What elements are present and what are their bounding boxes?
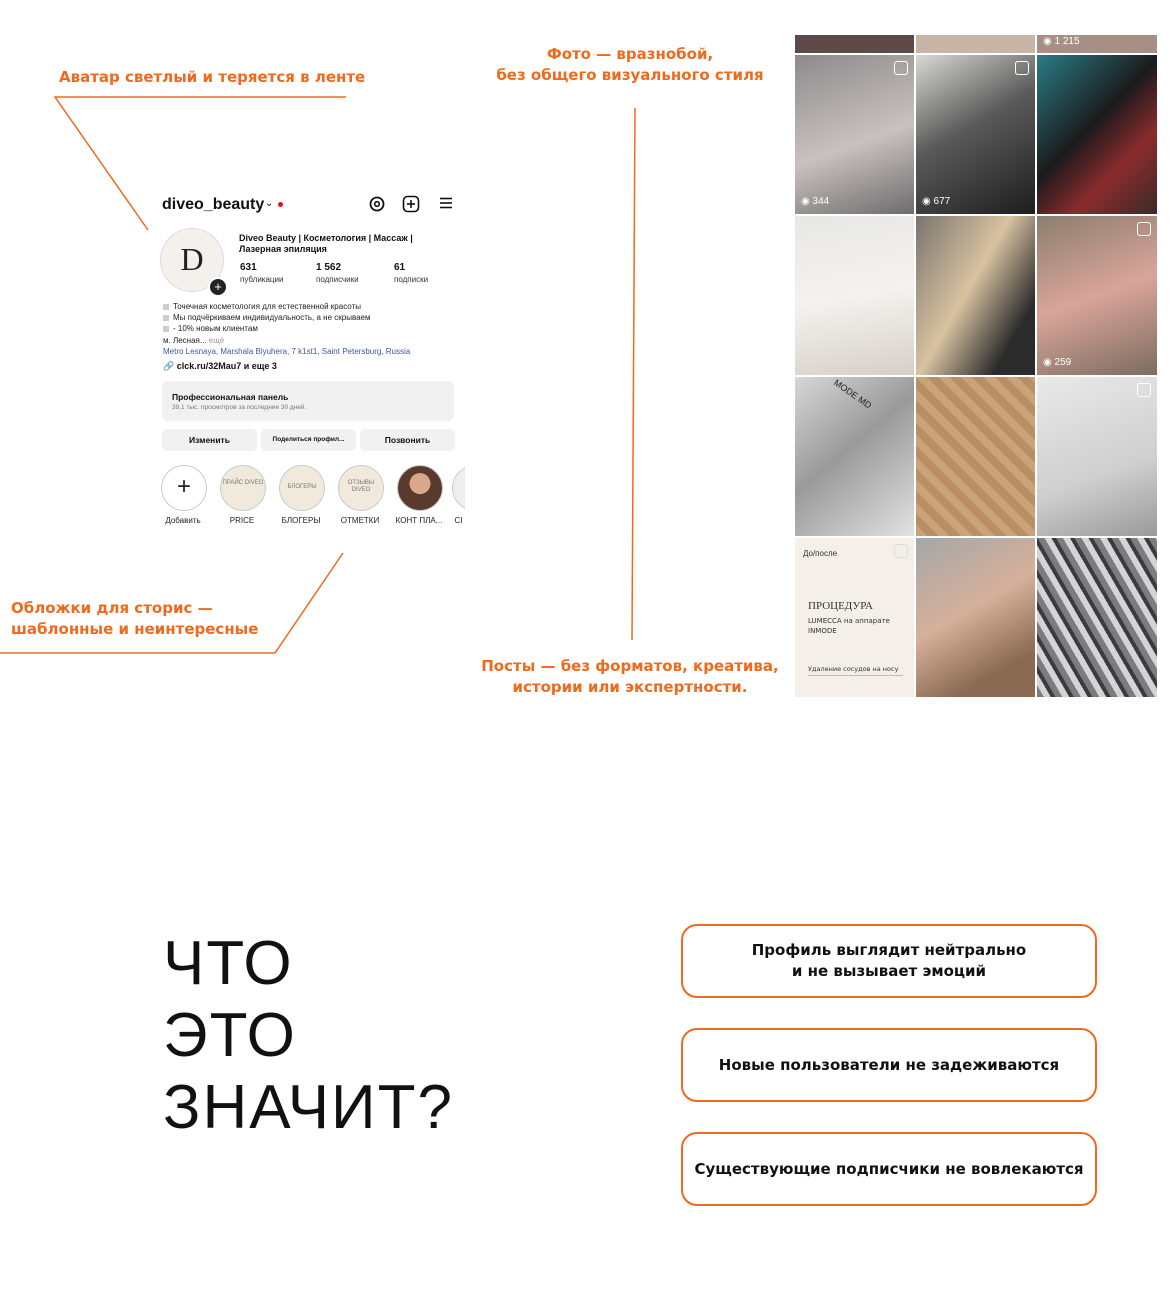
highlight-label: КОНТ ПЛА... — [395, 516, 443, 525]
post-footer: Удаление сосудов на носу — [808, 665, 899, 673]
emoji-icon — [163, 304, 169, 310]
emoji-icon — [163, 326, 169, 332]
post-tile-device[interactable] — [916, 55, 1035, 214]
highlight-label: Добавить — [165, 516, 201, 525]
conclusion-box — [681, 1028, 1097, 1102]
question-line2: ЭТО — [163, 1001, 297, 1070]
highlight-price[interactable] — [220, 465, 266, 525]
reels-icon — [894, 61, 908, 75]
post-tile-mask[interactable] — [1037, 377, 1157, 536]
link-icon: 🔗 — [163, 361, 175, 371]
view-count: ◉ 259 — [1043, 357, 1072, 368]
reels-icon — [1137, 383, 1151, 397]
profile-username[interactable]: diveo_beauty — [162, 196, 265, 213]
stat-following-value: 61 — [394, 262, 406, 273]
annotation-stories — [11, 598, 258, 640]
bio-line: Точечная косметология для естественной красоты — [163, 301, 458, 312]
stat-posts-label: публикации — [240, 275, 284, 284]
instagram-profile-screenshot — [150, 185, 465, 530]
highlight-label: БЛОГЕРЫ — [281, 516, 321, 525]
annotation-posts — [480, 656, 780, 698]
stat-followers[interactable] — [316, 262, 359, 284]
annotation-posts-line1: Посты — без форматов, креатива, — [481, 657, 779, 675]
divider — [808, 675, 903, 676]
post-before-after: До/после — [803, 549, 838, 558]
highlight-add[interactable] — [161, 465, 207, 525]
panel-title: Профессиональная панель — [172, 392, 289, 402]
business-name-line1: Diveo Beauty | Косметология | Массаж | — [239, 233, 413, 243]
call-button[interactable]: Позвонить — [360, 429, 455, 451]
question-line1: ЧТО — [163, 929, 294, 998]
professional-dashboard[interactable] — [162, 381, 454, 421]
business-name — [239, 233, 459, 255]
conclusion-box — [681, 924, 1097, 998]
post-tile-procedure[interactable] — [795, 538, 914, 697]
question-heading — [163, 928, 454, 1144]
post-sub2: INMODE — [808, 627, 837, 635]
annotation-photo-line2: без общего визуального стиля — [496, 66, 764, 84]
post-tile-bottles[interactable] — [1037, 538, 1157, 697]
conclusion-line: Существующие подписчики не вовлекаются — [694, 1159, 1084, 1178]
post-tile-laser[interactable] — [795, 216, 914, 375]
conclusion-line: Новые пользователи не задеживаются — [718, 1055, 1060, 1074]
bio-line: - 10% новым клиентам — [163, 323, 458, 334]
highlight-reviews[interactable] — [338, 465, 384, 525]
post-tile-hair[interactable] — [916, 216, 1035, 375]
annotation-posts-line2: истории или экспертности. — [512, 678, 748, 696]
stat-following[interactable] — [394, 262, 428, 284]
post-tile-tubes[interactable] — [916, 377, 1035, 536]
edit-profile-button[interactable]: Изменить — [162, 429, 257, 451]
post-grid — [795, 35, 1157, 697]
chevron-down-icon[interactable]: ⌄ — [265, 198, 274, 209]
share-profile-button[interactable]: Поделиться профил... — [261, 429, 356, 451]
highlight-label: СІ — [454, 516, 463, 525]
profile-address[interactable]: Metro Lesnaya, Marshala Blyuhera, 7 k1st1, Saint Petersburg, Russia — [163, 347, 411, 356]
avatar-monogram: D — [180, 241, 204, 277]
highlight-label: PRICE — [229, 516, 255, 525]
annotation-photo — [480, 44, 780, 86]
highlight-label: ОТМЕТКИ — [340, 516, 380, 525]
annotation-avatar: Аватар светлый и теряется в ленте — [59, 68, 366, 86]
conclusion-line: Профиль выглядит нейтрально — [751, 941, 1027, 959]
post-tile-jar[interactable] — [1037, 216, 1157, 375]
device-label: MODE MD — [832, 377, 874, 411]
post-sub1: LUMECCA на аппарате — [808, 617, 890, 625]
reels-icon — [894, 544, 908, 558]
business-name-line2: Лазерная эпиляция — [239, 244, 327, 254]
highlight-cut[interactable] — [452, 465, 465, 525]
post-tile[interactable] — [795, 35, 914, 53]
profile-link[interactable]: 🔗 clck.ru/32Mau7 и еще 3 — [163, 361, 277, 371]
post-tile-machine[interactable] — [795, 377, 914, 536]
highlight-cover-text: ПРАЙС DIVEO — [222, 480, 264, 486]
highlight-cover-text: БЛОГЕРЫ — [287, 484, 317, 490]
stat-followers-value: 1 562 — [316, 262, 342, 273]
highlight-cover-text: ОТЗЫВЫ DIVEO — [347, 480, 375, 493]
post-tile[interactable] — [1037, 35, 1157, 53]
stat-posts[interactable] — [240, 262, 283, 284]
bio-more[interactable]: м. Лесная... ещё — [163, 336, 225, 345]
reels-icon — [1015, 61, 1029, 75]
post-tile-boxes[interactable] — [1037, 55, 1157, 214]
conclusion-box — [681, 1132, 1097, 1206]
post-tile[interactable] — [916, 35, 1035, 53]
view-count: ◉ 1 215 — [1043, 36, 1080, 47]
add-post-icon[interactable] — [401, 195, 421, 215]
bio-line: Мы подчёркиваем индивидуальность, а не скрываем — [163, 312, 458, 323]
conclusion-line: и не вызывает эмоций — [791, 962, 987, 980]
stat-posts-value: 631 — [240, 262, 257, 273]
add-story-icon[interactable]: + — [208, 277, 228, 297]
menu-icon[interactable] — [436, 195, 456, 215]
annotation-stories-line1: Обложки для сторис — — [11, 599, 213, 617]
annotation-photo-line1: Фото — вразнобой, — [546, 45, 714, 63]
emoji-icon — [163, 315, 169, 321]
panel-subtitle: 39,1 тыс. просмотров за последние 30 дней. — [172, 404, 307, 411]
post-tile-nails[interactable] — [795, 55, 914, 214]
annotation-stories-line2: шаблонные и неинтересные — [11, 620, 259, 638]
threads-icon[interactable] — [367, 195, 387, 215]
plus-icon: + — [176, 473, 191, 500]
stat-followers-label: подписчики — [316, 275, 359, 284]
reels-icon — [1137, 222, 1151, 236]
view-count: ◉ 677 — [922, 196, 951, 207]
question-line3: ЗНАЧИТ? — [163, 1073, 454, 1142]
post-tile-manicure[interactable] — [916, 538, 1035, 697]
view-count: ◉ 344 — [801, 196, 830, 207]
post-title: ПРОЦЕДУРА — [808, 600, 873, 612]
stat-following-label: подписки — [394, 275, 429, 284]
highlight-bloggers[interactable] — [279, 465, 325, 525]
highlight-contacts[interactable] — [397, 465, 443, 525]
notification-dot — [278, 202, 283, 207]
